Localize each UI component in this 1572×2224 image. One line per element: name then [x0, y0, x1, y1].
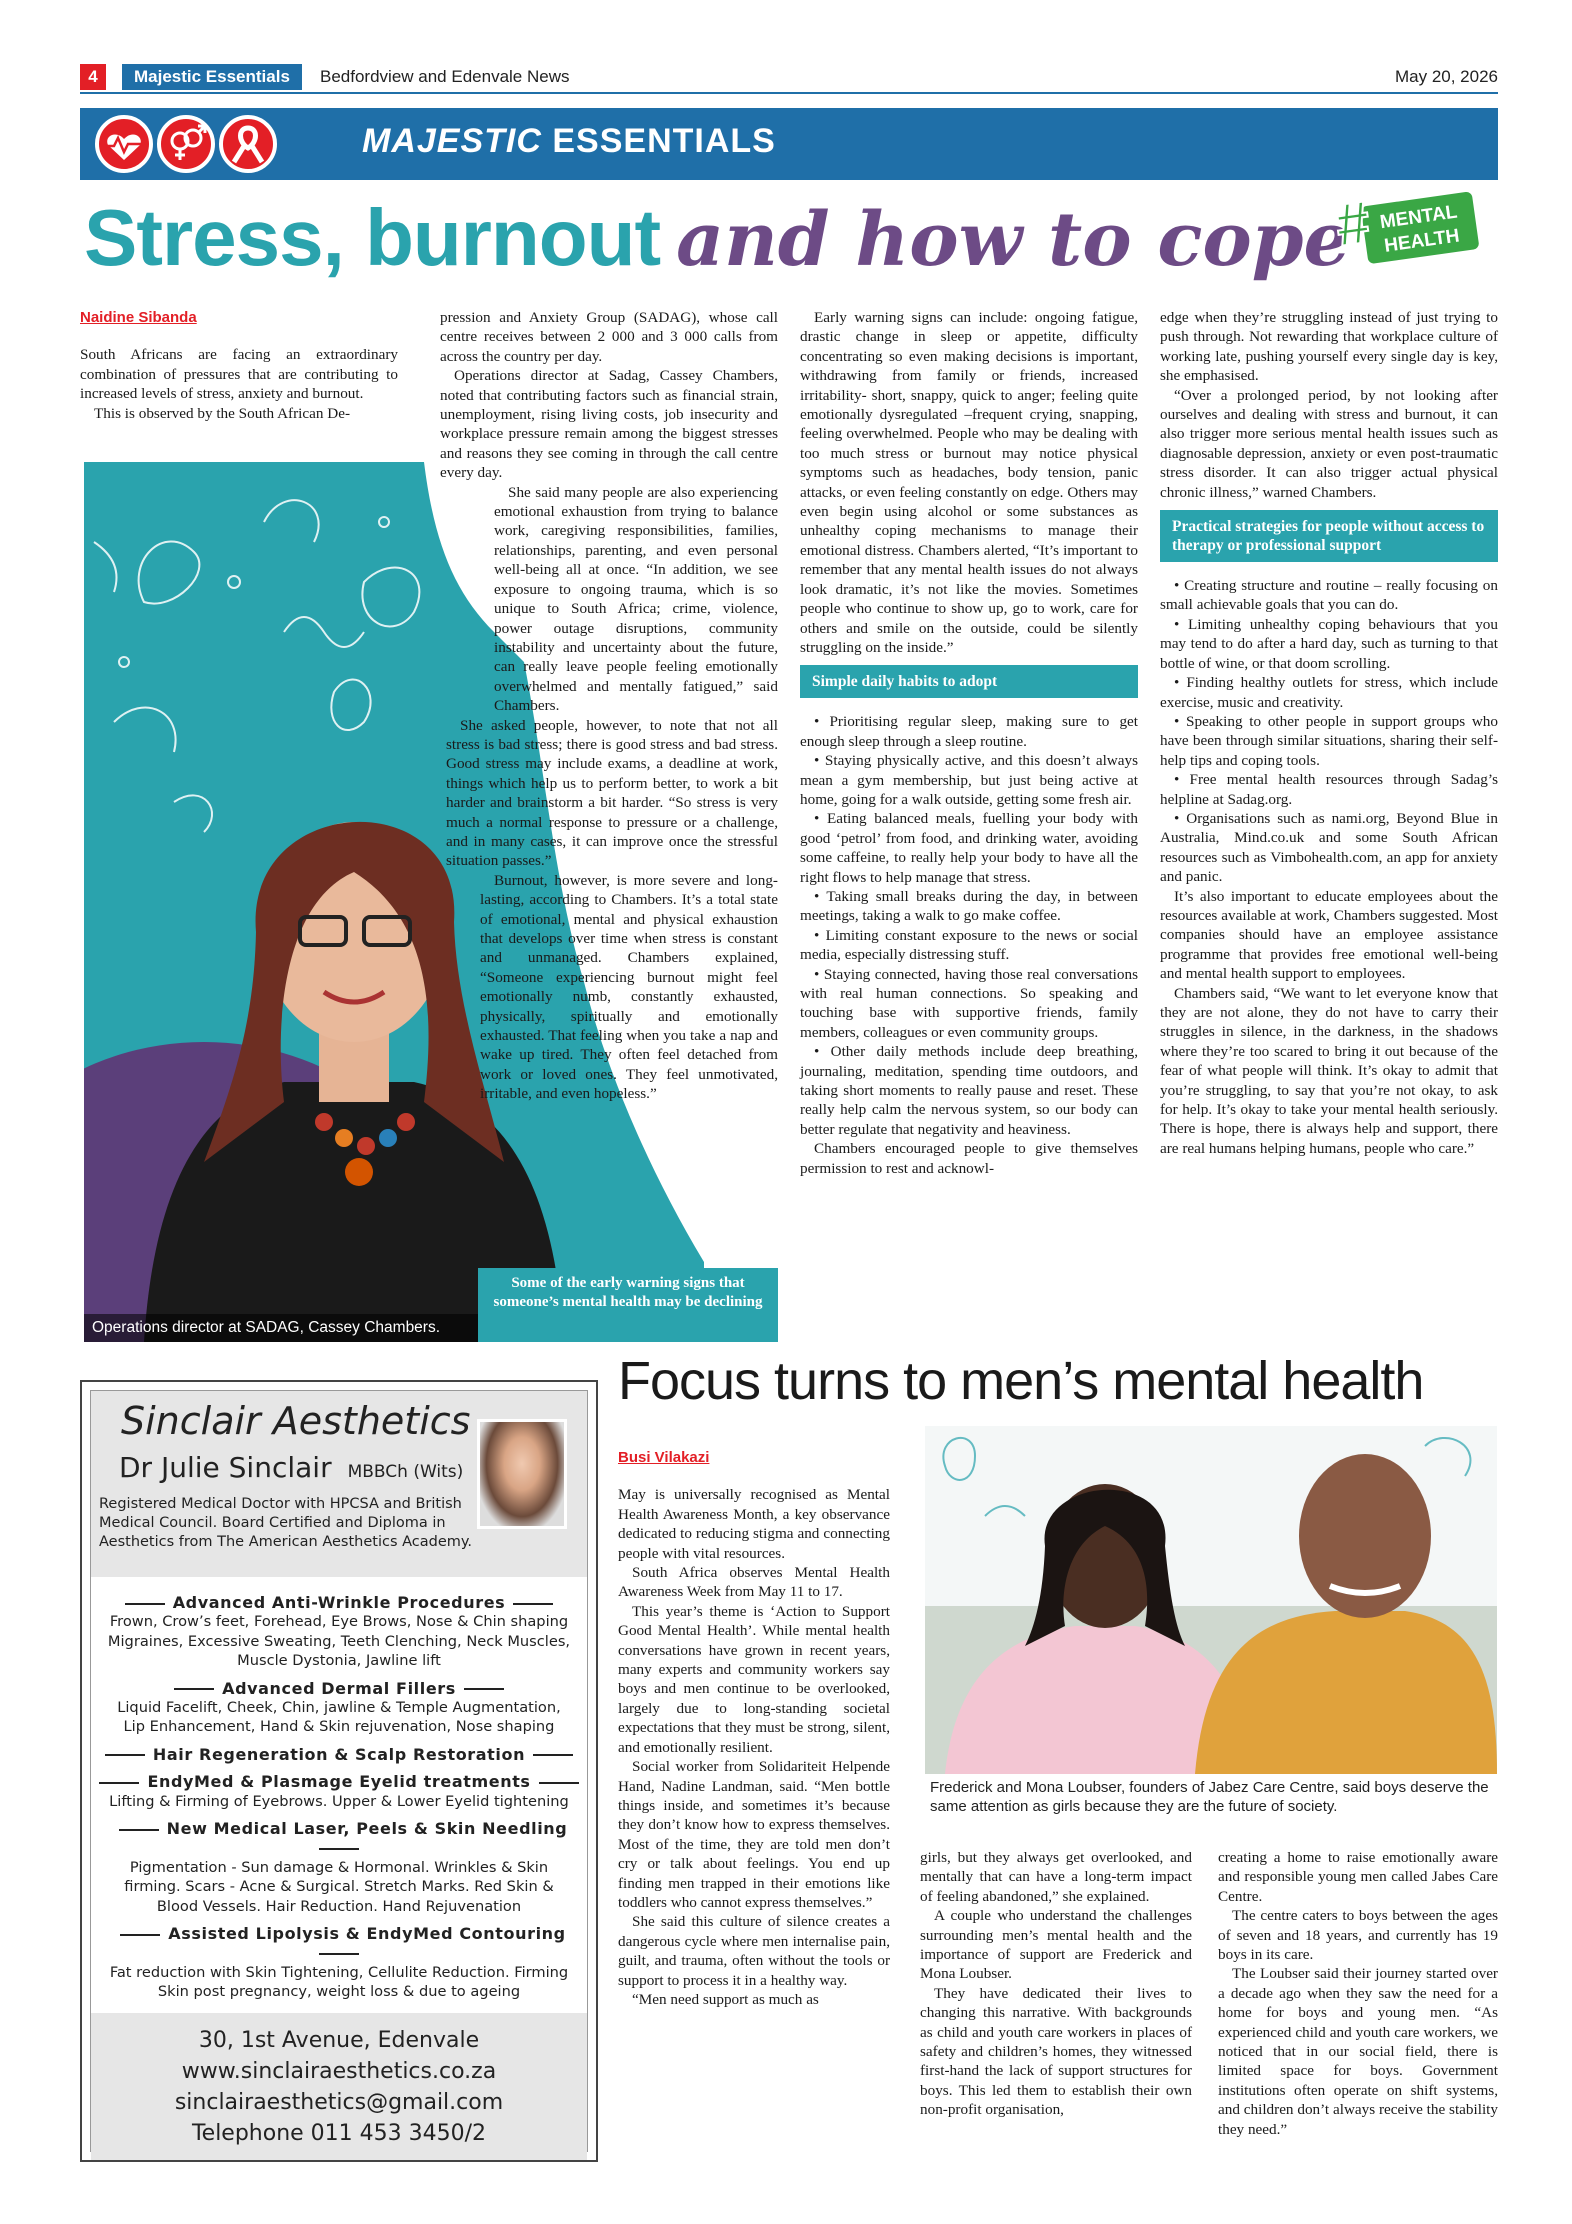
doctor-photo: [477, 1419, 567, 1529]
service-text: Frown, Crow’s feet, Forehead, Eye Brows, Nose & Chin shaping Migraines, Excessive Sweating, Teeth Clenching, Neck Muscles, Muscle Dystonia, Jawline lift: [107, 1613, 571, 1670]
svg-text:HEALTH: HEALTH: [1383, 225, 1461, 257]
ad-services: [91, 1585, 587, 2002]
advertisement[interactable]: [80, 1380, 598, 2162]
list-item: • Limiting unhealthy coping behaviours that you may tend to do after a hard day, such as turning to that bottle of wine, or that doom scrolling.: [1160, 615, 1498, 672]
article-headline: [84, 192, 1351, 292]
paragraph: Chambers encouraged people to give themselves permission to rest and acknowl-: [800, 1140, 1138, 1177]
paper-name: Bedfordview and Edenvale News: [320, 67, 570, 86]
list-item: • Eating balanced meals, fuelling your body with good ‘petrol’ from food, and drinking water, avoiding some caffeine, to really help your body to have all the right flows to help manage that stress.: [800, 810, 1138, 886]
service-text: Pigmentation - Sun damage & Hormonal. Wrinkles & Skin firming. Scars - Acne & Surgical. Stretch Marks. Red Skin & Blood Vessels. Hair Reduction. Hand Rejuvenation: [124, 1858, 554, 1915]
list-item: • Free mental health resources through Sadag’s helpline at Sadag.org.: [1160, 771, 1498, 808]
list-item: • Staying physically active, and this doesn’t always mean a gym membership, but just being active at home, going for a walk outside, getting some fresh air.: [800, 752, 1138, 808]
article-col-3: [800, 308, 1138, 1178]
paragraph: She said many people are also experiencing emotional exhaustion from trying to balance work, caregiving responsibilities, families, relationships, parenting, and even personal well-being all at once. “In addition, we see exposure to ongoing trauma, which is so unique to South Africa; crime, violence, power outage disruptions, community instability and uncertainty about the future, can really leave people feeling emotionally overwhelmed and mentally fatigued,” said Chambers.: [494, 483, 778, 715]
subhead-daily-habits: Simple daily habits to adopt: [800, 665, 1138, 698]
service-text: Fat reduction with Skin Tightening, Cellulite Reduction. Firming Skin post pregnancy, weight loss & due to ageing: [109, 1963, 569, 2001]
paragraph: Chambers said, “We want to let everyone know that they are not alone, they do not have to carry their struggles in silence, in the darkness, in the shadows where they’re too scared to bring it out because of the fear of what people will think. It’s okay to admit that you’re struggling, to say that you’re not okay, to ask for help. It’s okay to take your mental health seriously. There is hope, there is always help and support, there are real humans helping humans, people who care.”: [1160, 984, 1498, 1157]
list-item: • Organisations such as nami.org, Beyond Blue in Australia, Mind.co.uk and some South African resources such as Vimbohealth.com, an app for anxiety and panic.: [1160, 809, 1498, 886]
section-tag[interactable]: Majestic Essentials: [122, 64, 302, 90]
list-item: • Finding healthy outlets for stress, which include exercise, music and creativity.: [1160, 674, 1498, 711]
pull-box: Some of the early warning signs that someone’s mental health may be declining: [478, 1268, 778, 1342]
paragraph: Burnout, however, is more severe and long-lasting, according to Chambers. It’s a total state of emotional, mental and physical exhaustion that develops over time when stress is constant and unmanaged. Chambers explained, “Someone experiencing burnout might feel emotionally numb, constantly exhausted, physically, spiritually and emotionally exhausted. That feeling when you take a nap and wake up tired. They often feel detached from work or loved ones. They feel unmotivated, irritable, and even hopeless.”: [480, 871, 778, 1103]
ad-contact: [91, 2013, 587, 2162]
service-text: Liquid Facelift, Cheek, Chin, jawline & Temple Augmentation, Lip Enhancement, Hand & Skin rejuvenation, Nose shaping: [117, 1699, 561, 1736]
byline-2[interactable]: Busi Vilakazi: [618, 1449, 710, 1466]
article2-headline: Focus turns to men’s mental health: [618, 1351, 1424, 1411]
ad-website[interactable]: www.sinclairaesthetics.co.za: [181, 2059, 497, 2084]
article2-col-3: [1218, 1848, 1498, 2139]
paragraph: South Africans are facing an extraordinary combination of pressures that are contributing to increased levels of stress, anxiety and burnout.: [80, 346, 398, 403]
heartbeat-icon: [97, 117, 151, 171]
list-item: • Speaking to other people in support groups who have been through similar situations, sharing their self-help tips and coping tools.: [1160, 712, 1498, 769]
paragraph: She said this culture of silence creates a dangerous cycle where men internalise pain, guilt, and trauma, often without the tools or support to process it in a healthy way.: [618, 1913, 890, 1989]
list-item: • Taking small breaks during the day, in between meetings, taking a walk to go make coffee.: [800, 887, 1138, 925]
service-heading: Hair Regeneration & Scalp Restoration: [91, 1745, 587, 1764]
mental-health-badge: [1336, 186, 1486, 270]
banner-title: MAJESTIC ESSENTIALS: [362, 122, 776, 160]
svg-text:#: #: [1336, 188, 1375, 260]
article-col-1: [80, 308, 398, 423]
paragraph: This year’s theme is ‘Action to Support Good Mental Health’. While mental health conversations have grown in recent years, many experts and community workers say boys and men continue to be overlooked, largely due to long-standing societal expectations that they must be strong, silent, and emotionally resilient.: [618, 1602, 890, 1756]
paragraph: The centre caters to boys between the ages of seven and 18 years, and currently has 19 boys in its care.: [1218, 1907, 1498, 1964]
list-item: • Creating structure and routine – really focusing on small achievable goals that you can do.: [1160, 577, 1498, 614]
service-heading: New Medical Laser, Peels & Skin Needling: [91, 1819, 587, 1858]
service-heading: Assisted Lipolysis & EndyMed Contouring: [91, 1924, 587, 1963]
paragraph: pression and Anxiety Group (SADAG), whose call centre receives between 2 000 and 3 000 calls from across the country per day.: [440, 309, 778, 365]
page-header: [80, 64, 1498, 90]
habit-list: [800, 712, 1138, 1178]
list-item: • Prioritising regular sleep, making sure to get enough sleep through a sleep routine.: [800, 713, 1138, 750]
ad-doctor: Dr Julie Sinclair MBBCh (Wits): [119, 1451, 464, 1484]
paragraph: “Men need support as much as: [632, 1990, 819, 2008]
gender-icon: [159, 117, 213, 171]
paragraph: She asked people, however, to note that not all stress is bad stress; there is good stress and bad stress. Good stress may include exams, a deadline at work, things which help us to perform better, to work a bit harder and brainstorm a bit harder. “So stress is very much a normal response to pressure or a challenge, and in many cases, it can improve once the stressful situation passes.”: [446, 716, 778, 870]
svg-text:MENTAL: MENTAL: [1378, 201, 1459, 234]
ad-email[interactable]: sinclairaesthetics@gmail.com: [174, 2090, 504, 2115]
page-number: 4: [80, 64, 106, 90]
paragraph: South Africa observes Mental Health Awareness Week from May 11 to 17.: [618, 1564, 890, 1601]
list-item: • Other daily methods include deep breathing, journaling, meditation, spending time outdoors, and taking short moments to really pause and reset. These really help calm the nervous system, so our body can better regulate that negativity and heaviness.: [800, 1043, 1138, 1138]
service-heading: EndyMed & Plasmage Eyelid treatments: [91, 1772, 587, 1791]
paragraph: The Loubser said their journey started over a decade ago when they saw the need for a home for boys and young men. “As experienced child and youth care workers, we noticed that in our social field, there is limited space for boys. Government institutions often operate on shift systems, and children don’t always receive the stability they need.”: [1218, 1965, 1498, 2138]
article-col-4: [1160, 308, 1498, 1158]
ribbon-icon: [221, 117, 275, 171]
paragraph: They have dedicated their lives to changing this narrative. With backgrounds as child and youth care workers in places of safety and children’s homes, they witnessed first-hand the lack of support structures for boys. This led them to establish their own non-profit organisation,: [920, 1984, 1192, 2119]
article2-col-2: [920, 1848, 1192, 2120]
paragraph: Early warning signs can include: ongoing fatigue, drastic change in sleep or appetite, difficulty concentrating so even making decisions is important, withdrawing from family or friends, increased irritability- short, snappy, quick to anger; feeling quite emotionally dysregulated –frequent crying, snapping, feeling overwhelmed. People who may be dealing with too much stress or burnout may notice physical symptoms such as headaches, body tension, panic attacks, or even feeling constantly on edge. Others may even begin using alcohol or some substances as unhealthy coping mechanisms to manage their emotional distress. Chambers alerted, “It’s important to remember that any mental health issues do not always look dramatic, it’s not like the movies. Sometimes people who continue to show up, go to work, care for others and smile on the outside, could be silently struggling on the inside.”: [800, 309, 1138, 656]
service-text: Lifting & Firming of Eyebrows. Upper & Lower Eyelid tightening: [109, 1792, 569, 1810]
headline-part-b: and how to cope: [676, 197, 1351, 283]
list-item: • Staying connected, having those real conversations with real human connections. So speaking and touching base with supportive friends, family members, colleagues or even community groups.: [800, 965, 1138, 1041]
paragraph: Operations director at Sadag, Cassey Chambers, noted that contributing factors such as financial strain, unemployment, rising living costs, job insecurity and workplace pressure remain among the biggest stresses and reasons they see coming in through the call centre every day.: [440, 367, 778, 482]
headline-part-a: Stress, burnout: [84, 193, 661, 282]
photo-caption: Operations director at SADAG, Cassey Chambers.: [84, 1314, 484, 1342]
header-divider: [80, 92, 1498, 94]
ad-phone[interactable]: Telephone 011 453 3450/2: [191, 2121, 487, 2146]
article-col-2: [440, 308, 778, 1104]
photo-caption-2: Frederick and Mona Loubser, founders of Jabez Care Centre, said boys deserve the same attention as girls because they are the future of society.: [930, 1779, 1489, 1815]
ad-address: 30, 1st Avenue, Edenvale: [198, 2028, 480, 2053]
byline[interactable]: Naidine Sibanda: [80, 309, 197, 326]
paragraph: Social worker from Solidariteit Helpende Hand, Nadine Landman, said. “Men bottle things inside, and sometimes it’s because they don’t know how to express themselves. Most of the time, they are told men don’t cry or talk about feelings. You end up finding men trapped in their emotions like toddlers who cannot express themselves.”: [618, 1758, 890, 1911]
subhead-strategies: Practical strategies for people without access to therapy or professional support: [1160, 510, 1498, 562]
paragraph: girls, but they always get overlooked, and mentally that can have a long-term impact of feeling abandoned,” she explained.: [920, 1849, 1192, 1905]
ad-header: [91, 1391, 587, 1577]
paragraph: creating a home to raise emotionally aware and responsible young men called Jabes Care Centre.: [1218, 1849, 1498, 1905]
ad-credentials: Registered Medical Doctor with HPCSA and British Medical Council. Board Certified and Diploma in Aesthetics from The American Aesthetics Academy.: [99, 1496, 473, 1550]
strategy-list: [1160, 576, 1498, 1158]
paragraph: May is universally recognised as Mental Health Awareness Month, a key observance dedicated to reducing stigma and connecting people with vital resources.: [618, 1486, 890, 1562]
issue-date: May 20, 2026: [1394, 67, 1498, 86]
service-heading: Advanced Anti-Wrinkle Procedures: [91, 1593, 587, 1612]
section-banner: [80, 108, 1498, 180]
paragraph: “Over a prolonged period, by not looking after ourselves and dealing with stress and burnout, it can also trigger more serious mental health issues such as diagnosable depression, anxiety or even post-traumatic stress disorder. It can also trigger actual physical chronic illness,” warned Chambers.: [1160, 386, 1498, 501]
article2-col-1: [618, 1448, 890, 2009]
paragraph: It’s also important to educate employees about the resources available at work, Chambers suggested. Most companies should have an employee assistance programme that provides free emotional well-being and mental health support to employees.: [1160, 887, 1498, 983]
service-heading: Advanced Dermal Fillers: [91, 1679, 587, 1698]
paragraph: edge when they’re struggling instead of just trying to push through. Not rewarding that workplace culture of working late, pushing yourself every single day is key, she emphasised.: [1160, 309, 1498, 385]
loubser-photo: [925, 1426, 1497, 1774]
paragraph: A couple who understand the challenges surrounding men’s mental health and the importance of support are Frederick and Mona Loubser.: [920, 1907, 1192, 1983]
paragraph: This is observed by the South African De-: [94, 404, 351, 422]
list-item: • Limiting constant exposure to the news or social media, especially distressing stuff.: [800, 926, 1138, 964]
ad-brand: Sinclair Aesthetics: [121, 1399, 471, 1443]
